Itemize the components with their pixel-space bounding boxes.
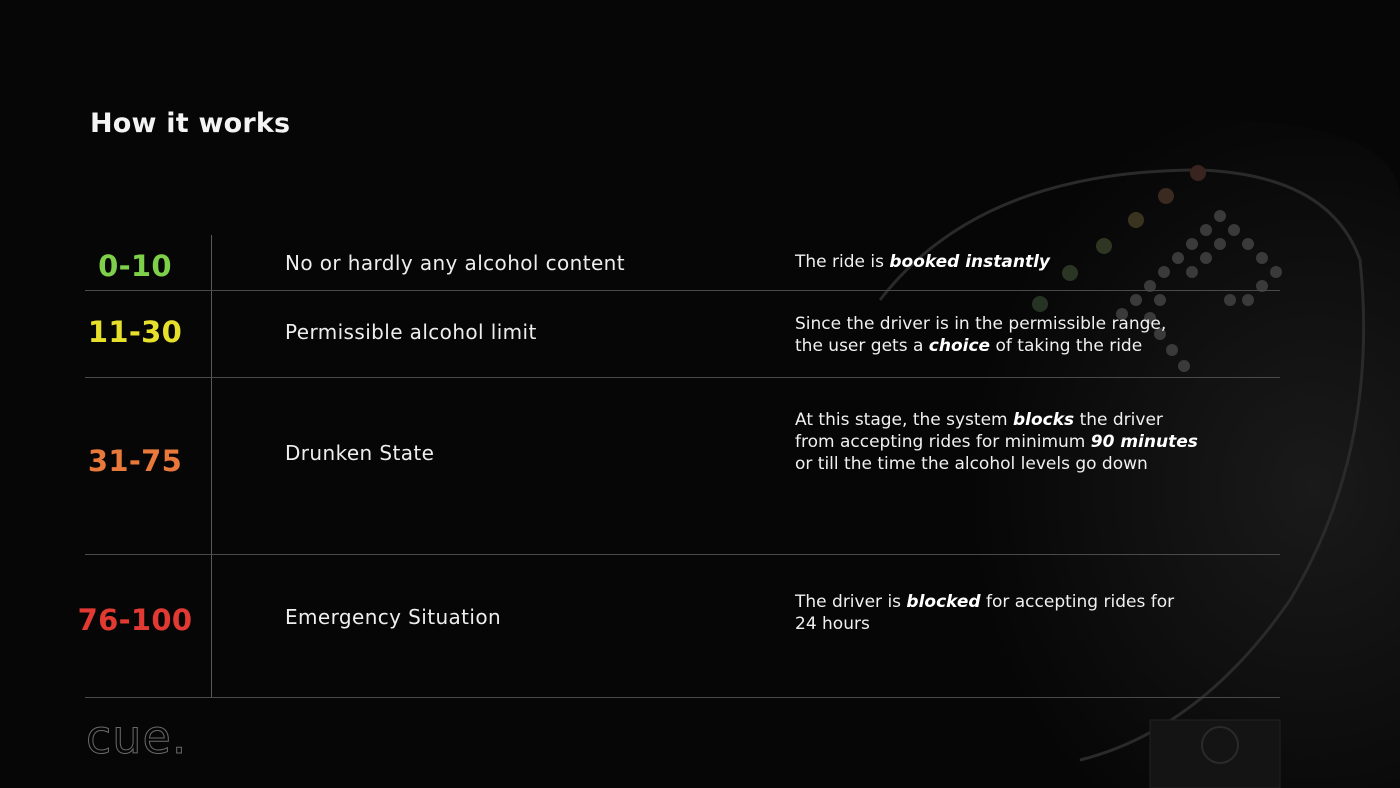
action-text bbox=[795, 251, 1265, 273]
action-text-part: for accepting rides for bbox=[980, 592, 1175, 612]
row-divider bbox=[85, 290, 1280, 291]
action-text-emphasis: 90 minutes bbox=[1090, 432, 1198, 452]
action-text-part: the driver bbox=[1074, 410, 1163, 430]
page-title: How it works bbox=[90, 108, 291, 139]
row-divider bbox=[85, 697, 1280, 698]
action-text-part: At this stage, the system bbox=[795, 410, 1013, 430]
state-label: Drunken State bbox=[285, 441, 435, 465]
action-text bbox=[795, 409, 1265, 475]
action-text-part: from accepting rides for minimum bbox=[795, 432, 1091, 452]
row-divider bbox=[85, 377, 1280, 378]
action-text-part: or till the time the alcohol levels go down bbox=[795, 454, 1148, 474]
action-text bbox=[795, 313, 1265, 357]
range-label: 0-10 bbox=[98, 249, 172, 283]
action-text-emphasis: blocked bbox=[906, 592, 981, 612]
action-text bbox=[795, 591, 1265, 635]
range-label: 11-30 bbox=[87, 315, 183, 349]
row-divider bbox=[85, 554, 1280, 555]
action-text-emphasis: booked instantly bbox=[889, 252, 1051, 272]
action-text-part: The ride is bbox=[795, 252, 890, 272]
action-text-part: of taking the ride bbox=[990, 336, 1143, 356]
state-label: No or hardly any alcohol content bbox=[285, 251, 625, 275]
state-label: Emergency Situation bbox=[285, 605, 502, 629]
range-label: 31-75 bbox=[87, 444, 183, 478]
action-text-part: the user gets a bbox=[795, 336, 929, 356]
action-text-part: Since the driver is in the permissible range, bbox=[795, 314, 1167, 334]
action-text-emphasis: choice bbox=[928, 336, 991, 356]
cue-logo: cue. bbox=[86, 710, 188, 764]
action-text-emphasis: blocks bbox=[1013, 410, 1075, 430]
action-text-part: The driver is bbox=[795, 592, 907, 612]
action-text-part: 24 hours bbox=[795, 614, 870, 634]
state-label: Permissible alcohol limit bbox=[285, 320, 537, 344]
range-label: 76-100 bbox=[77, 603, 193, 637]
